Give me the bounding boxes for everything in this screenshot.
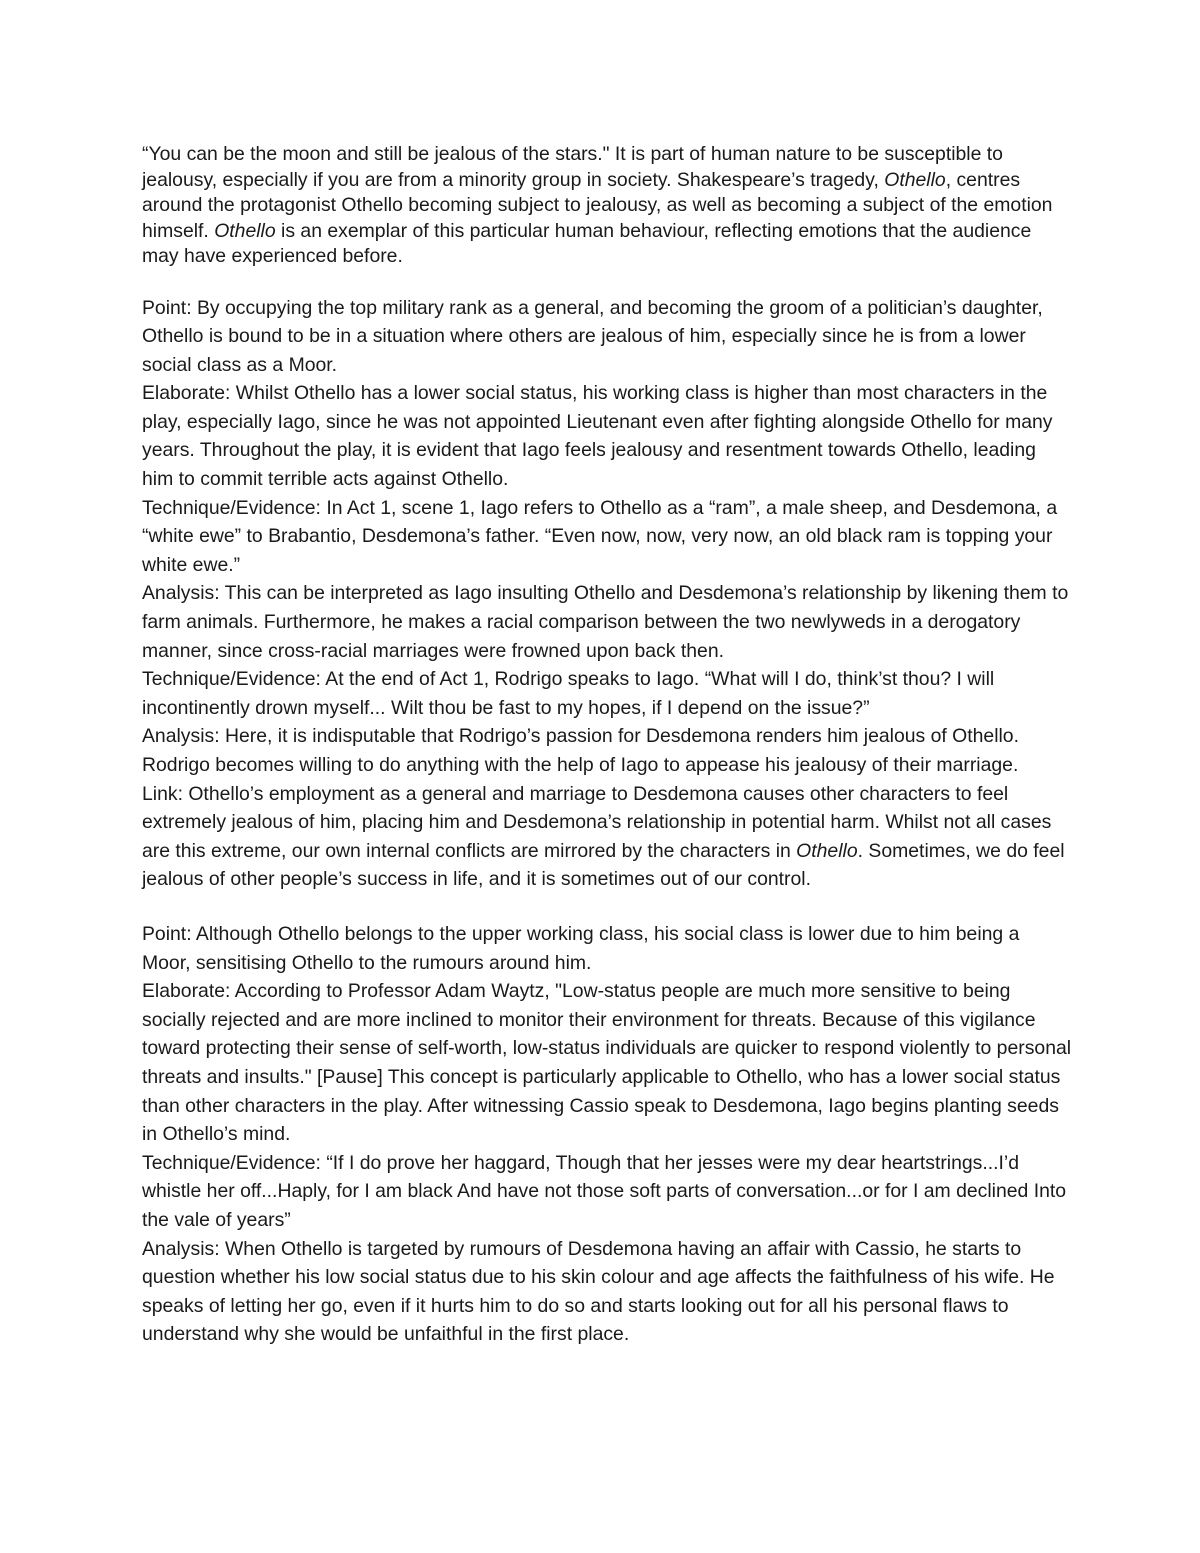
section-1-link-play-title: Othello bbox=[796, 839, 858, 862]
section-1 bbox=[142, 294, 1072, 894]
section-2 bbox=[142, 920, 1072, 1349]
intro-sentence-2: , centres around the protagonist Othello becoming subject to jealousy, as well as becoming a subject of the emotion himself. bbox=[142, 168, 1058, 242]
section-1-evidence-2: Technique/Evidence: At the end of Act 1, Rodrigo speaks to Iago. “What will I do, think’st thou? I will incontinently drown myself... Wilt thou be fast to my hopes, if I depend on the issue?” bbox=[142, 668, 995, 719]
section-1-link-text-b: . Sometimes, we do feel jealous of other people’s success in life, and it is sometimes out of our control. bbox=[142, 839, 1070, 891]
intro-sentence-3: is an exemplar of this particular human behaviour, reflecting emotions that the audience may have experienced before. bbox=[142, 219, 1037, 267]
intro-play-title-2: Othello bbox=[214, 219, 276, 242]
intro-paragraph bbox=[142, 142, 1072, 270]
section-1-analysis-1: Analysis: This can be interpreted as Iago insulting Othello and Desdemona’s relationship by likening them to farm animals. Furthermore, he makes a racial comparison between the two newlyweds in a derogatory manner, since cross-racial marriages were frowned upon back then. bbox=[142, 582, 1069, 662]
section-2-point: Point: Although Othello belongs to the upper working class, his social class is lower due to him being a Moor, sensitising Othello to the rumours around him. bbox=[142, 922, 1020, 974]
section-2-analysis: Analysis: When Othello is targeted by rumours of Desdemona having an affair with Cassio, he starts to question whether his low social status due to his skin colour and age affects the faithfulness of his wife. He speaks of letting her go, even if it hurts him to do so and starts looking out for all his personal flaws to understand why she would be unfaithful in the first place. bbox=[142, 1237, 1055, 1346]
section-1-link-text-a: Link: Othello’s employment as a general and marriage to Desdemona causes other characters to feel extremely jealous of him, placing him and Desdemona’s relationship in potential harm. Whilst not all cases are this extreme, our own internal conflicts are mirrored by the characters in bbox=[142, 782, 1057, 862]
intro-sentence-1: “You can be the moon and still be jealous of the stars." It is part of human nature to be susceptible to jealousy, especially if you are from a minority group in society. Shakespeare’s tragedy, bbox=[142, 143, 1009, 191]
section-2-elaborate: Elaborate: According to Professor Adam Waytz, "Low-status people are much more sensitive to being socially rejected and are more inclined to monitor their environment for threats. Because of this vigilance toward protecting their sense of self-worth, low-status individuals are quicker to respond violently to personal threats and insults." [Pause] This concept is particularly applicable to Othello, who has a lower social status than other characters in the play. After witnessing Cassio speak to Desdemona, Iago begins planting seeds in Othello’s mind. bbox=[142, 980, 1072, 1146]
document-page bbox=[142, 142, 1072, 1375]
section-1-link bbox=[142, 780, 1072, 894]
section-1-point: Point: By occupying the top military rank as a general, and becoming the groom of a politician’s daughter, Othello is bound to be in a situation where others are jealous of him, especially since he is from a lower social class as a Moor. bbox=[142, 296, 1043, 376]
section-1-elaborate: Elaborate: Whilst Othello has a lower social status, his working class is higher than most characters in the play, especially Iago, since he was not appointed Lieutenant even after fighting alongside Othello for many years. Throughout the play, it is evident that Iago feels jealousy and resentment towards Othello, leading him to commit terrible acts against Othello. bbox=[142, 382, 1053, 491]
intro-play-title-1: Othello bbox=[884, 168, 946, 191]
section-1-analysis-2: Analysis: Here, it is indisputable that Rodrigo’s passion for Desdemona renders him jealous of Othello. Rodrigo becomes willing to do anything with the help of Iago to appease his jealousy of their marriage. bbox=[142, 725, 1019, 776]
section-2-evidence: Technique/Evidence: “If I do prove her haggard, Though that her jesses were my dear heartstrings...I’d whistle her off...Haply, for I am black And have not those soft parts of conversation...or for I am declined Into the vale of years” bbox=[142, 1151, 1067, 1231]
section-1-evidence-1: Technique/Evidence: In Act 1, scene 1, Iago refers to Othello as a “ram”, a male sheep, and Desdemona, a “white ewe” to Brabantio, Desdemona’s father. “Even now, now, very now, an old black ram is topping your white ewe.” bbox=[142, 496, 1058, 576]
